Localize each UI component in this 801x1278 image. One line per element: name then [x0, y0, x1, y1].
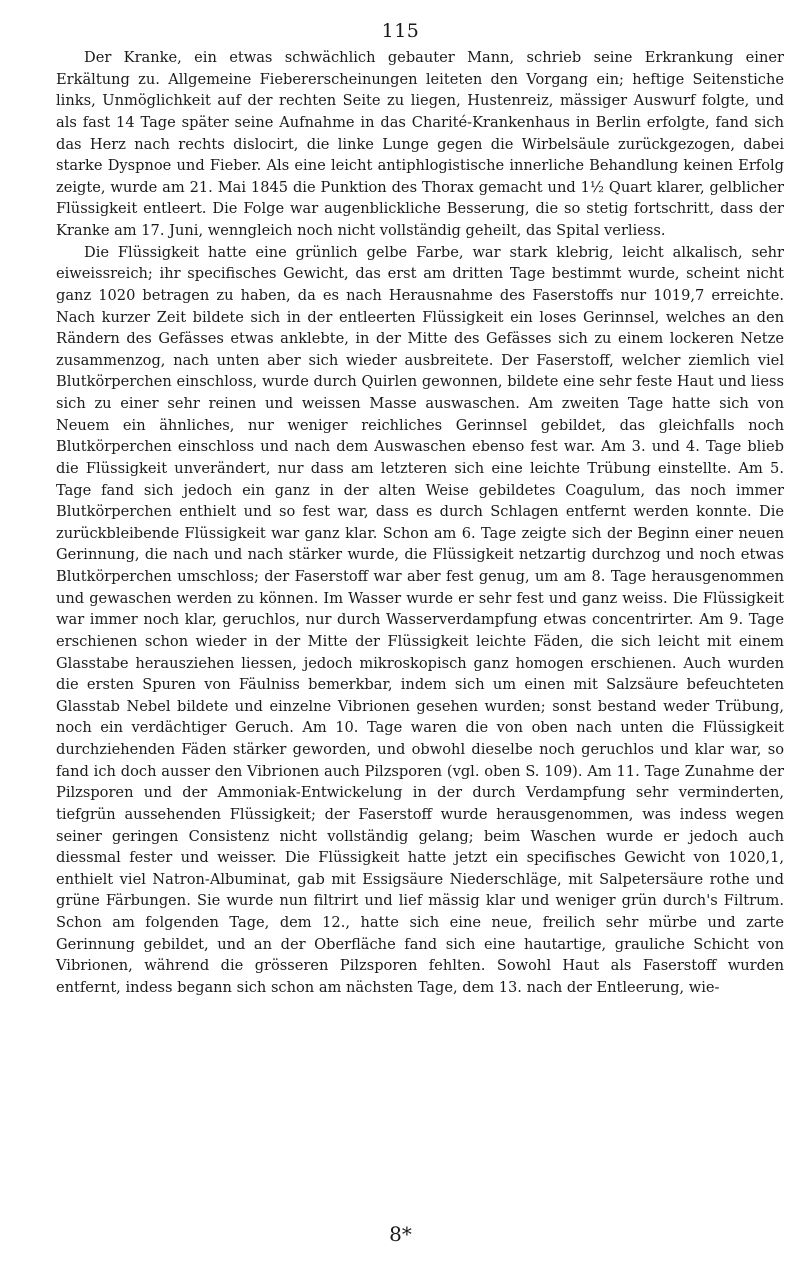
page-number: 115	[381, 20, 420, 42]
signature-mark: 8*	[389, 1222, 412, 1246]
paragraph-fluid-observations: Die Flüssigkeit hatte eine grünlich gelbe Farbe, war stark klebrig, leicht alkalisch, sehr eiweissreich; ihr specifisches Gewicht, das erst am dritten Tage bestimmt wurde, scheint nicht ganz 1020 betragen zu haben, da es nach Herausnahme des Faserstoffs nur 1019,7 erreichte. Nach kurzer Zeit bildete sich in der entleerten Flüssigkeit ein loses Gerinnsel, welches an den Rändern des Gefässes etwas anklebte, in der Mitte des Gefässes sich zu einem lockeren Netze zusammenzog, nach unten aber sich wieder ausbreitete. Der Faserstoff, welcher ziemlich viel Blutkörperchen einschloss, wurde durch Quirlen gewonnen, bildete eine sehr feste Haut und liess sich zu einer sehr reinen und weissen Masse auswaschen. Am zweiten Tage hatte sich von Neuem ein ähnliches, nur weniger reichliches Gerinnsel gebildet, das gleichfalls noch Blutkörperchen einschloss und nach dem Auswaschen ebenso fest war. Am 3. und 4. Tage blieb die Flüssigkeit unverändert, nur dass am letzteren sich eine leichte Trübung einstellte. Am 5. Tage fand sich jedoch ein ganz in der alten Weise gebildetes Coagulum, das noch immer Blutkörperchen enthielt und so fest war, dass es durch Schlagen entfernt werden konnte. Die zurückbleibende Flüssigkeit war ganz klar. Schon am 6. Tage zeigte sich der Beginn einer neuen Gerinnung, die nach und nach stärker wurde, die Flüssigkeit netzartig durchzog und noch etwas Blutkörperchen umschloss; der Faserstoff war aber fest genug, um am 8. Tage herausgenommen und gewaschen werden zu können. Im Wasser wurde er sehr fest und ganz weiss. Die Flüssigkeit war immer noch klar, geruchlos, nur durch Wasserverdampfung etwas concentrirter. Am 9. Tage erschienen schon wieder in der Mitte der Flüssigkeit leichte Fäden, die sich leicht mit einem Glasstabe herausziehen liessen, jedoch mikroskopisch ganz homogen erschienen. Auch wurden die ersten Spuren von Fäulniss bemerkbar, indem sich um einen mit Salzsäure befeuchteten Glasstab Nebel bildete und einzelne Vibrionen gesehen wurden; sonst bestand weder Trübung, noch ein verdächtiger Geruch. Am 10. Tage waren die von oben nach unten die Flüssigkeit durchziehenden Fäden stärker geworden, und obwohl dieselbe noch geruchlos und klar war, so fand ich doch ausser den Vibrionen auch Pilzsporen (vgl. oben S. 109). Am 11. Tage Zunahme der Pilzsporen und der Ammoniak-Entwickelung in der durch Verdampfung sehr verminderten, tiefgrün aussehenden Flüssigkeit; der Faserstoff wurde herausgenommen, was indess wegen seiner geringen Consistenz nicht vollständig gelang; beim Waschen wurde er jedoch auch diessmal fester und weisser. Die Flüssigkeit hatte jetzt ein specifisches Gewicht von 1020,1, enthielt viel Natron-Albuminat, gab mit Essigsäure Niederschläge, mit Salpetersäure rothe und grüne Färbungen. Sie wurde nun filtrirt und lief mässig klar und weniger grün durch's Filtrum. Schon am folgenden Tage, dem 12., hatte sich eine neue, freilich sehr mürbe und zarte Gerinnung gebildet, und an der Oberfläche fand sich eine hautartige, grauliche Schicht von Vibrionen, während die grösseren Pilzsporen fehlten. Sowohl Haut als Faserstoff wurden entfernt, indess begann sich schon am nächsten Tage, dem 13. nach der Entleerung, wie-	[56, 243, 784, 996]
body-text	[56, 47, 784, 999]
paragraph-case-history: Der Kranke, ein etwas schwächlich gebauter Mann, schrieb seine Erkrankung einer Erkältung zu. Allgemeine Fiebererscheinungen leiteten den Vorgang ein; heftige Seitenstiche links, Unmöglichkeit auf der rechten Seite zu liegen, Hustenreiz, mässiger Auswurf folgte, und als fast 14 Tage später seine Aufnahme in das Charité-Krankenhaus in Berlin erfolgte, fand sich das Herz nach rechts dislocirt, die linke Lunge gegen die Wirbelsäule zurückgezogen, dabei starke Dyspnoe und Fieber. Als eine leicht antiphlogistische innerliche Behandlung keinen Erfolg zeigte, wurde am 21. Mai 1845 die Punktion des Thorax gemacht und 1½ Quart klarer, gelblicher Flüssigkeit entleert. Die Folge war augenblickliche Besserung, die so stetig fortschritt, dass der Kranke am 17. Juni, wenngleich noch nicht vollständig geheilt, das Spital verliess.	[56, 49, 784, 239]
